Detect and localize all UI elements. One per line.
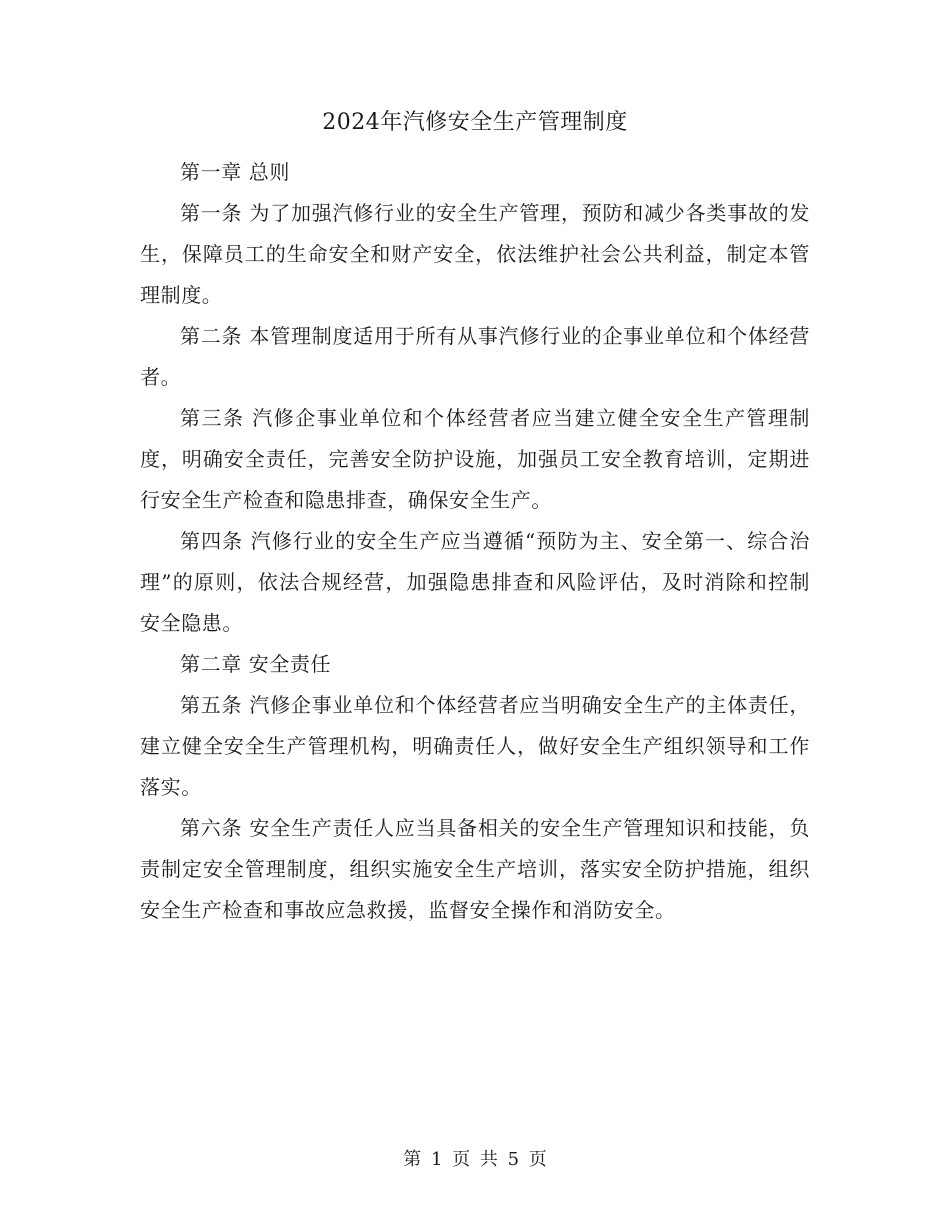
article-paragraph: 第五条 汽修企事业单位和个体经营者应当明确安全生产的主体责任，建立健全安全生产管理机构，明确责任人，做好安全生产组织领导和工作落实。 xyxy=(140,693,810,799)
document-body xyxy=(140,152,810,931)
chapter-heading: 第二章 安全责任 xyxy=(180,652,332,676)
page-footer: 第 1 页 共 5 页 xyxy=(403,1149,547,1170)
article-paragraph: 第三条 汽修企事业单位和个体经营者应当建立健全安全生产管理制度，明确安全责任，完善安全防护设施，加强员工安全教育培训，定期进行安全生产检查和隐患排查，确保安全生产。 xyxy=(140,406,810,512)
article-paragraph: 第一条 为了加强汽修行业的安全生产管理，预防和减少各类事故的发生，保障员工的生命安全和财产安全，依法维护社会公共利益，制定本管理制度。 xyxy=(140,201,810,307)
document-title: 2024年汽修安全生产管理制度 xyxy=(322,110,628,135)
article-paragraph: 第二条 本管理制度适用于所有从事汽修行业的企事业单位和个体经营者。 xyxy=(140,324,810,389)
article-paragraph: 第六条 安全生产责任人应当具备相关的安全生产管理知识和技能，负责制定安全管理制度，组织实施安全生产培训，落实安全防护措施，组织安全生产检查和事故应急救援，监督安全操作和消防安全。 xyxy=(140,816,810,922)
chapter-heading: 第一章 总则 xyxy=(180,160,290,184)
article-paragraph: 第四条 汽修行业的安全生产应当遵循“预防为主、安全第一、综合治理”的原则，依法合规经营，加强隐患排查和风险评估，及时消除和控制安全隐患。 xyxy=(140,529,810,635)
